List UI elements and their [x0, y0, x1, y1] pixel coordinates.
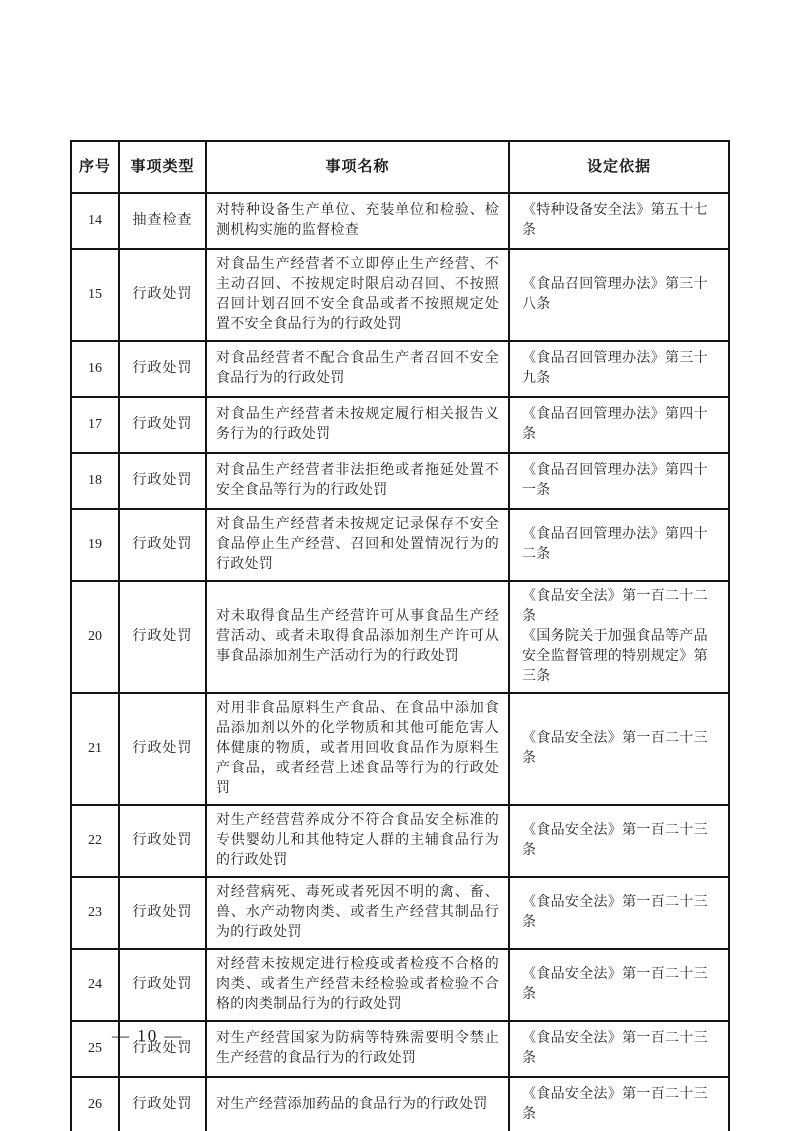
row-no: 22	[71, 805, 119, 877]
row-no: 19	[71, 509, 119, 581]
row-basis	[509, 877, 729, 949]
row-basis	[509, 249, 729, 341]
row-type: 行政处罚	[119, 949, 206, 1021]
table-row	[71, 1077, 729, 1131]
basis-line: 《食品召回管理办法》第三十八条	[522, 277, 708, 312]
row-basis	[509, 509, 729, 581]
table-header	[71, 141, 729, 193]
row-no: 15	[71, 249, 119, 341]
row-name: 对用非食品原料生产食品、在食品中添加食品添加剂以外的化学物质和其他可能危害人体健康的物质，或者用回收食品作为原料生产食品，或者经营上述食品等行为的行政处罚	[206, 693, 509, 805]
row-name: 对食品生产经营者未按规定记录保存不安全食品停止生产经营、召回和处置情况行为的行政处罚	[206, 509, 509, 581]
basis-line: 《特种设备安全法》第五十七条	[522, 203, 708, 238]
row-name: 对特种设备生产单位、充装单位和检验、检测机构实施的监督检查	[206, 193, 509, 249]
row-basis	[509, 1077, 729, 1131]
page-number: — 10 —	[112, 1026, 184, 1045]
row-basis	[509, 1021, 729, 1077]
row-type: 行政处罚	[119, 453, 206, 509]
basis-line: 《食品安全法》第一百二十三条	[522, 1031, 708, 1066]
row-no: 20	[71, 581, 119, 693]
header-basis: 设定依据	[509, 141, 729, 193]
row-name: 对食品生产经营者未按规定履行相关报告义务行为的行政处罚	[206, 397, 509, 453]
basis-line: 《食品安全法》第一百二十三条	[522, 895, 708, 930]
items-table	[70, 140, 730, 1131]
row-name: 对生产经营营养成分不符合食品安全标准的专供婴幼儿和其他特定人群的主辅食品行为的行政处罚	[206, 805, 509, 877]
row-basis	[509, 805, 729, 877]
basis-line: 《食品安全法》第一百二十二条	[522, 589, 708, 624]
table-row	[71, 693, 729, 805]
basis-line: 《国务院关于加强食品等产品安全监督管理的特别规定》第三条	[522, 629, 708, 684]
row-name: 对经营未按规定进行检疫或者检疫不合格的肉类、或者生产经营未经检验或者检验不合格的肉类制品行为的行政处罚	[206, 949, 509, 1021]
row-type: 行政处罚	[119, 877, 206, 949]
row-no: 25	[71, 1021, 119, 1077]
row-no: 16	[71, 341, 119, 397]
table-row	[71, 249, 729, 341]
row-type: 行政处罚	[119, 509, 206, 581]
row-no: 14	[71, 193, 119, 249]
row-no: 24	[71, 949, 119, 1021]
row-basis	[509, 341, 729, 397]
row-type: 行政处罚	[119, 397, 206, 453]
basis-line: 《食品召回管理办法》第四十一条	[522, 463, 708, 498]
row-name: 对经营病死、毒死或者死因不明的禽、畜、兽、水产动物肉类、或者生产经营其制品行为的行政处罚	[206, 877, 509, 949]
row-type: 行政处罚	[119, 693, 206, 805]
row-name: 对食品生产经营者非法拒绝或者拖延处置不安全食品等行为的行政处罚	[206, 453, 509, 509]
basis-line: 《食品召回管理办法》第四十二条	[522, 527, 708, 562]
basis-line: 《食品召回管理办法》第三十九条	[522, 351, 708, 386]
basis-line: 《食品召回管理办法》第四十条	[522, 407, 708, 442]
row-basis	[509, 397, 729, 453]
row-name: 对生产经营国家为防病等特殊需要明令禁止生产经营的食品行为的行政处罚	[206, 1021, 509, 1077]
table-row	[71, 453, 729, 509]
row-type: 抽查检查	[119, 193, 206, 249]
table-row	[71, 509, 729, 581]
table-body	[71, 193, 729, 1131]
basis-line: 《食品安全法》第一百二十三条	[522, 823, 708, 858]
table-row	[71, 877, 729, 949]
basis-line: 《食品安全法》第一百二十三条	[522, 967, 708, 1002]
table-row	[71, 581, 729, 693]
header-no: 序号	[71, 141, 119, 193]
row-basis	[509, 949, 729, 1021]
row-name: 对生产经营添加药品的食品行为的行政处罚	[206, 1077, 509, 1131]
table-row	[71, 397, 729, 453]
row-no: 17	[71, 397, 119, 453]
basis-line: 《食品安全法》第一百二十三条	[522, 731, 708, 766]
row-type: 行政处罚	[119, 341, 206, 397]
row-no: 23	[71, 877, 119, 949]
row-basis	[509, 193, 729, 249]
table-row	[71, 193, 729, 249]
row-name: 对未取得食品生产经营许可从事食品生产经营活动、或者未取得食品添加剂生产许可从事食品添加剂生产活动行为的行政处罚	[206, 581, 509, 693]
header-type: 事项类型	[119, 141, 206, 193]
table-row	[71, 341, 729, 397]
row-name: 对食品生产经营者不立即停止生产经营、不主动召回、不按规定时限启动召回、不按照召回计划召回不安全食品或者不按照规定处置不安全食品行为的行政处罚	[206, 249, 509, 341]
row-basis	[509, 453, 729, 509]
header-row	[71, 141, 729, 193]
row-type: 行政处罚	[119, 805, 206, 877]
table-row	[71, 949, 729, 1021]
row-no: 21	[71, 693, 119, 805]
row-type: 行政处罚	[119, 581, 206, 693]
row-type: 行政处罚	[119, 1077, 206, 1131]
header-name: 事项名称	[206, 141, 509, 193]
row-basis	[509, 581, 729, 693]
basis-line: 《食品安全法》第一百二十三条	[522, 1087, 708, 1122]
row-no: 26	[71, 1077, 119, 1131]
row-basis	[509, 693, 729, 805]
row-name: 对食品经营者不配合食品生产者召回不安全食品行为的行政处罚	[206, 341, 509, 397]
table-row	[71, 805, 729, 877]
row-type: 行政处罚	[119, 249, 206, 341]
row-no: 18	[71, 453, 119, 509]
row-type: 行政处罚	[119, 1021, 206, 1077]
